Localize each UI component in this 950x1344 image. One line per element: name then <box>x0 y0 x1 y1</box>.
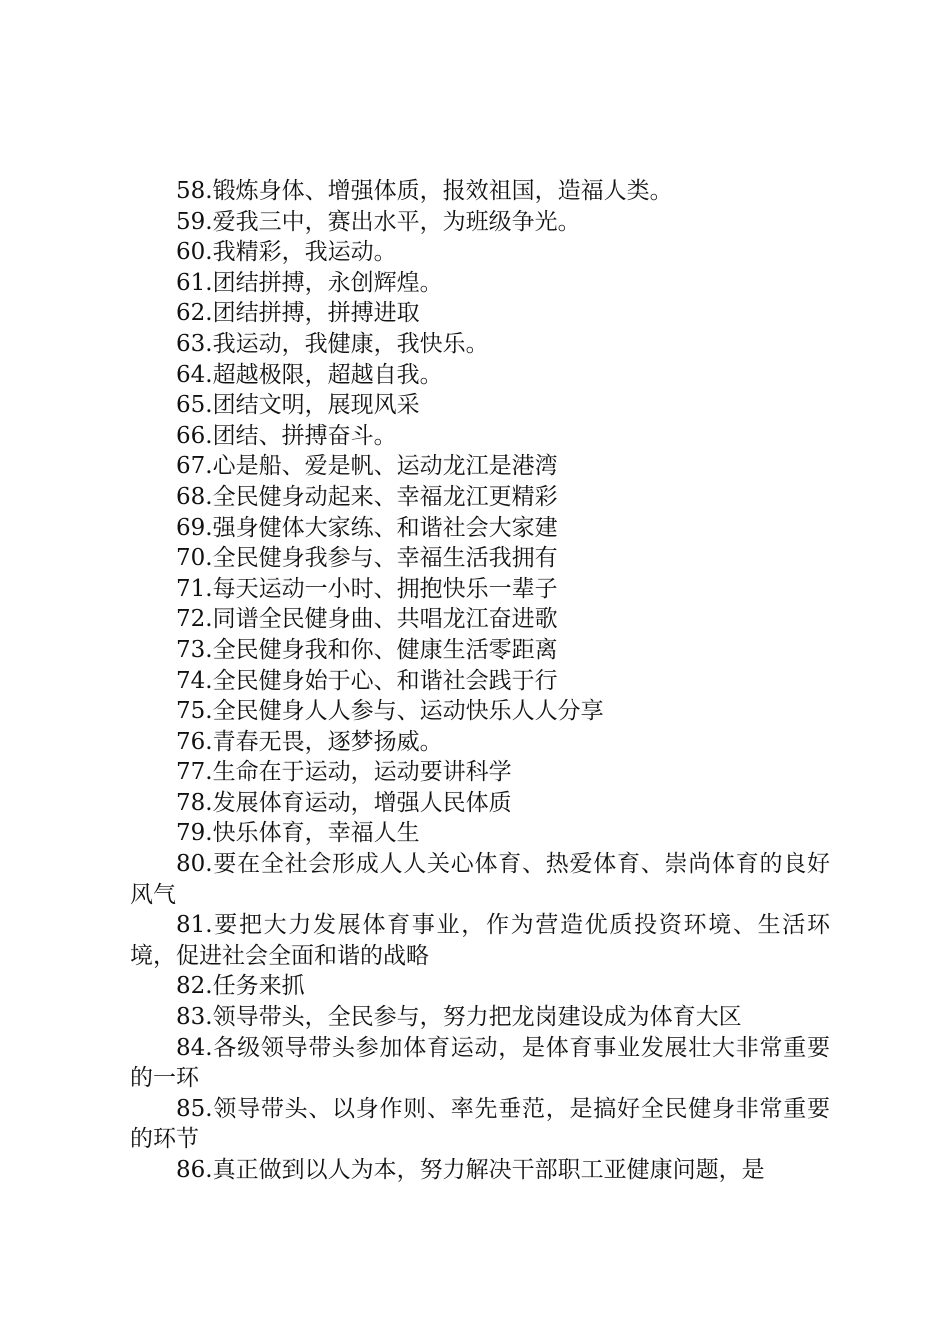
paragraph: 59.爱我三中，赛出水平，为班级争光。 <box>176 208 581 235</box>
paragraph: 84.各级领导带头参加体育运动，是体育事业发展壮大非常重要的一环 <box>130 1034 830 1092</box>
paragraph: 77.生命在于运动，运动要讲科学 <box>176 759 512 786</box>
paragraph: 64.超越极限，超越自我。 <box>176 361 443 388</box>
paragraph: 85.领导带头、以身作则、率先垂范，是搞好全民健身非常重要的环节 <box>130 1095 830 1153</box>
paragraph: 67.心是船、爱是帆、运动龙江是港湾 <box>176 453 558 480</box>
paragraph: 70.全民健身我参与、幸福生活我拥有 <box>176 545 558 572</box>
paragraph: 79.快乐体育，幸福人生 <box>176 820 420 847</box>
paragraph: 58.锻炼身体、增强体质，报效祖国，造福人类。 <box>176 178 673 204</box>
paragraph: 86.真正做到以人为本，努力解决干部职工亚健康问题，是 <box>176 1157 765 1183</box>
paragraph: 63.我运动，我健康，我快乐。 <box>176 330 489 357</box>
paragraph: 66.团结、拼搏奋斗。 <box>176 422 397 449</box>
paragraph: 72.同谱全民健身曲、共唱龙江奋进歌 <box>176 606 558 633</box>
paragraph: 76.青春无畏，逐梦扬威。 <box>176 728 443 755</box>
paragraph: 80.要在全社会形成人人关心体育、热爱体育、崇尚体育的良好风气 <box>130 851 830 908</box>
paragraph: 82.任务来抓 <box>176 973 305 1000</box>
paragraph: 68.全民健身动起来、幸福龙江更精彩 <box>176 483 558 510</box>
paragraph: 61.团结拼搏，永创辉煌。 <box>176 269 443 296</box>
paragraph: 73.全民健身我和你、健康生活零距离 <box>176 636 558 663</box>
paragraph: 60.我精彩，我运动。 <box>176 239 397 266</box>
paragraph: 71.每天运动一小时、拥抱快乐一辈子 <box>176 575 558 602</box>
paragraph: 65.团结文明，展现风采 <box>176 392 420 419</box>
paragraph: 75.全民健身人人参与、运动快乐人人分享 <box>176 698 604 725</box>
paragraph: 69.强身健体大家练、和谐社会大家建 <box>176 514 558 541</box>
paragraph: 62.团结拼搏，拼搏进取 <box>176 300 420 327</box>
paragraph: 74.全民健身始于心、和谐社会践于行 <box>176 667 558 694</box>
paragraph: 81.要把大力发展体育事业，作为营造优质投资环境、生活环境，促进社会全面和谐的战略 <box>130 912 830 969</box>
document-body <box>130 176 830 1186</box>
paragraph: 83.领导带头，全民参与，努力把龙岗建设成为体育大区 <box>176 1004 742 1031</box>
paragraph: 78.发展体育运动，增强人民体质 <box>176 789 512 816</box>
